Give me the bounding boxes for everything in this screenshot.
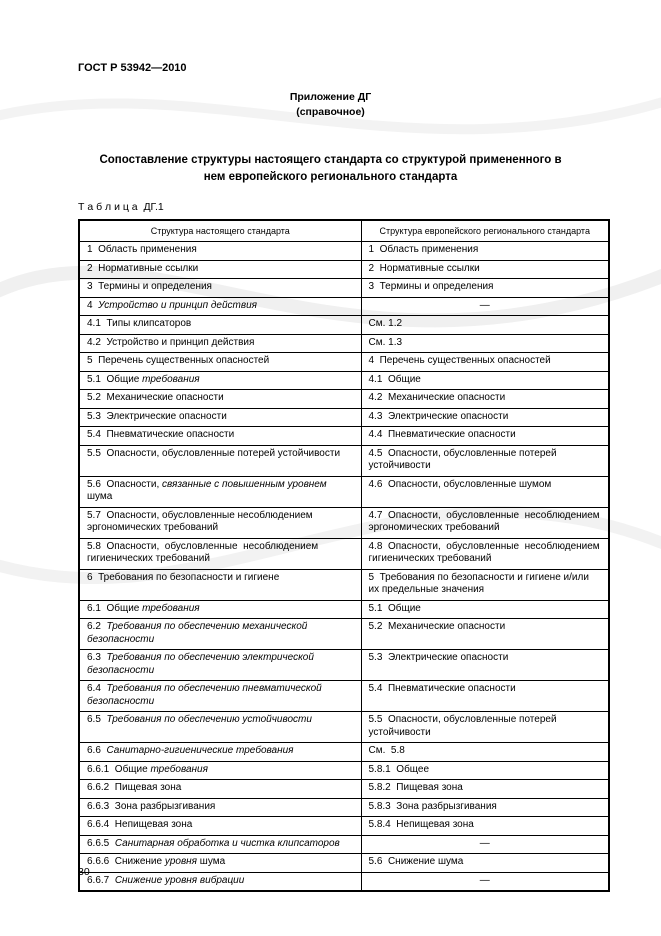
cell-current-standard: 6.6.7 Снижение уровня вибрации <box>79 872 361 891</box>
doc-code: ГОСТ Р 53942—2010 <box>78 62 187 74</box>
cell-current-standard: 5.5 Опасности, обусловленные потерей устойчивости <box>79 445 361 476</box>
cell-euro-standard: 5.5 Опасности, обусловленные потерей устойчивости <box>361 712 609 743</box>
table-row <box>79 476 609 507</box>
cell-euro-standard: См. 1.2 <box>361 316 609 335</box>
appendix-label: Приложение ДГ <box>289 91 372 103</box>
table-row <box>79 780 609 799</box>
cell-current-standard: 6.6 Санитарно-гигиенические требования <box>79 743 361 762</box>
cell-current-standard: 6.6.6 Снижение уровня шума <box>79 854 361 873</box>
table-row <box>79 408 609 427</box>
cell-current-standard: 4 Устройство и принцип действия <box>79 297 361 316</box>
cell-euro-standard: 5.8.1 Общее <box>361 761 609 780</box>
table-label: Т а б л и ц а ДГ.1 <box>78 201 164 213</box>
cell-euro-standard: 4 Перечень существенных опасностей <box>361 353 609 372</box>
table-row <box>79 390 609 409</box>
table-row <box>79 817 609 836</box>
cell-euro-standard: 5.8.3 Зона разбрызгивания <box>361 798 609 817</box>
cell-current-standard: 6.6.2 Пищевая зона <box>79 780 361 799</box>
table-row <box>79 569 609 600</box>
header-current-standard: Структура настоящего стандарта <box>79 220 361 242</box>
table-row <box>79 353 609 372</box>
appendix-type: (справочное) <box>296 105 365 118</box>
table-row <box>79 872 609 891</box>
comparison-table-body <box>79 242 609 892</box>
cell-euro-standard: 4.5 Опасности, обусловленные потерей устойчивости <box>361 445 609 476</box>
cell-euro-standard: 3 Термины и определения <box>361 279 609 298</box>
table-row <box>79 854 609 873</box>
cell-current-standard: 5.6 Опасности, связанные с повышенным уровнем шума <box>79 476 361 507</box>
cell-euro-standard: 4.6 Опасности, обусловленные шумом <box>361 476 609 507</box>
cell-euro-standard: 4.4 Пневматические опасности <box>361 427 609 446</box>
cell-euro-standard: 5.1 Общие <box>361 600 609 619</box>
cell-euro-standard: 4.1 Общие <box>361 371 609 390</box>
table-header-row <box>79 220 609 242</box>
cell-current-standard: 6.6.5 Санитарная обработка и чистка клипсаторов <box>79 835 361 854</box>
cell-current-standard: 2 Нормативные ссылки <box>79 260 361 279</box>
cell-euro-standard: 2 Нормативные ссылки <box>361 260 609 279</box>
cell-current-standard: 6 Требования по безопасности и гигиене <box>79 569 361 600</box>
cell-current-standard: 5 Перечень существенных опасностей <box>79 353 361 372</box>
cell-current-standard: 5.2 Механические опасности <box>79 390 361 409</box>
table-row <box>79 681 609 712</box>
page-number: 30 <box>78 866 90 878</box>
table-row <box>79 242 609 261</box>
cell-current-standard: 4.1 Типы клипсаторов <box>79 316 361 335</box>
table-row <box>79 371 609 390</box>
cell-current-standard: 5.7 Опасности, обусловленные несоблюдением эргономических требований <box>79 507 361 538</box>
table-row <box>79 712 609 743</box>
appendix-heading <box>0 90 661 119</box>
cell-current-standard: 6.1 Общие требования <box>79 600 361 619</box>
cell-current-standard: 4.2 Устройство и принцип действия <box>79 334 361 353</box>
cell-euro-standard: 5.2 Механические опасности <box>361 619 609 650</box>
cell-euro-standard: См. 1.3 <box>361 334 609 353</box>
table-row <box>79 798 609 817</box>
cell-current-standard: 6.3 Требования по обеспечению электрической безопасности <box>79 650 361 681</box>
cell-current-standard: 6.5 Требования по обеспечению устойчивости <box>79 712 361 743</box>
table-row <box>79 445 609 476</box>
cell-euro-standard: 4.7 Опасности, обусловленные несоблюдением эргономических требований <box>361 507 609 538</box>
cell-euro-standard: — <box>361 297 609 316</box>
cell-current-standard: 5.3 Электрические опасности <box>79 408 361 427</box>
cell-current-standard: 6.2 Требования по обеспечению механической безопасности <box>79 619 361 650</box>
table-row <box>79 743 609 762</box>
cell-euro-standard: 4.3 Электрические опасности <box>361 408 609 427</box>
page-title: Сопоставление структуры настоящего стандарта со структурой примененного в нем европейского регионального стандарта <box>99 154 562 184</box>
cell-current-standard: 1 Область применения <box>79 242 361 261</box>
table-row <box>79 507 609 538</box>
cell-euro-standard: 5.4 Пневматические опасности <box>361 681 609 712</box>
cell-current-standard: 6.6.1 Общие требования <box>79 761 361 780</box>
cell-current-standard: 6.6.4 Непищевая зона <box>79 817 361 836</box>
table-row <box>79 334 609 353</box>
cell-euro-standard: 4.8 Опасности, обусловленные несоблюдением гигиенических требований <box>361 538 609 569</box>
cell-euro-standard: 5.6 Снижение шума <box>361 854 609 873</box>
cell-euro-standard: 5.8.4 Непищевая зона <box>361 817 609 836</box>
cell-euro-standard: — <box>361 872 609 891</box>
table-row <box>79 316 609 335</box>
table-row <box>79 279 609 298</box>
cell-current-standard: 5.4 Пневматические опасности <box>79 427 361 446</box>
cell-euro-standard: 5.8.2 Пищевая зона <box>361 780 609 799</box>
cell-current-standard: 5.1 Общие требования <box>79 371 361 390</box>
table-row <box>79 260 609 279</box>
table-row <box>79 297 609 316</box>
cell-current-standard: 3 Термины и определения <box>79 279 361 298</box>
header-euro-standard: Структура европейского регионального стандарта <box>361 220 609 242</box>
cell-euro-standard: — <box>361 835 609 854</box>
table-row <box>79 761 609 780</box>
cell-current-standard: 6.4 Требования по обеспечению пневматической безопасности <box>79 681 361 712</box>
table-row <box>79 538 609 569</box>
comparison-table <box>78 219 610 892</box>
table-row <box>79 619 609 650</box>
cell-current-standard: 5.8 Опасности, обусловленные несоблюдением гигиенических требований <box>79 538 361 569</box>
table-row <box>79 427 609 446</box>
table-row <box>79 835 609 854</box>
cell-euro-standard: 1 Область применения <box>361 242 609 261</box>
cell-euro-standard: 4.2 Механические опасности <box>361 390 609 409</box>
cell-euro-standard: 5.3 Электрические опасности <box>361 650 609 681</box>
cell-euro-standard: См. 5.8 <box>361 743 609 762</box>
cell-current-standard: 6.6.3 Зона разбрызгивания <box>79 798 361 817</box>
cell-euro-standard: 5 Требования по безопасности и гигиене и/или их предельные значения <box>361 569 609 600</box>
table-row <box>79 650 609 681</box>
table-row <box>79 600 609 619</box>
